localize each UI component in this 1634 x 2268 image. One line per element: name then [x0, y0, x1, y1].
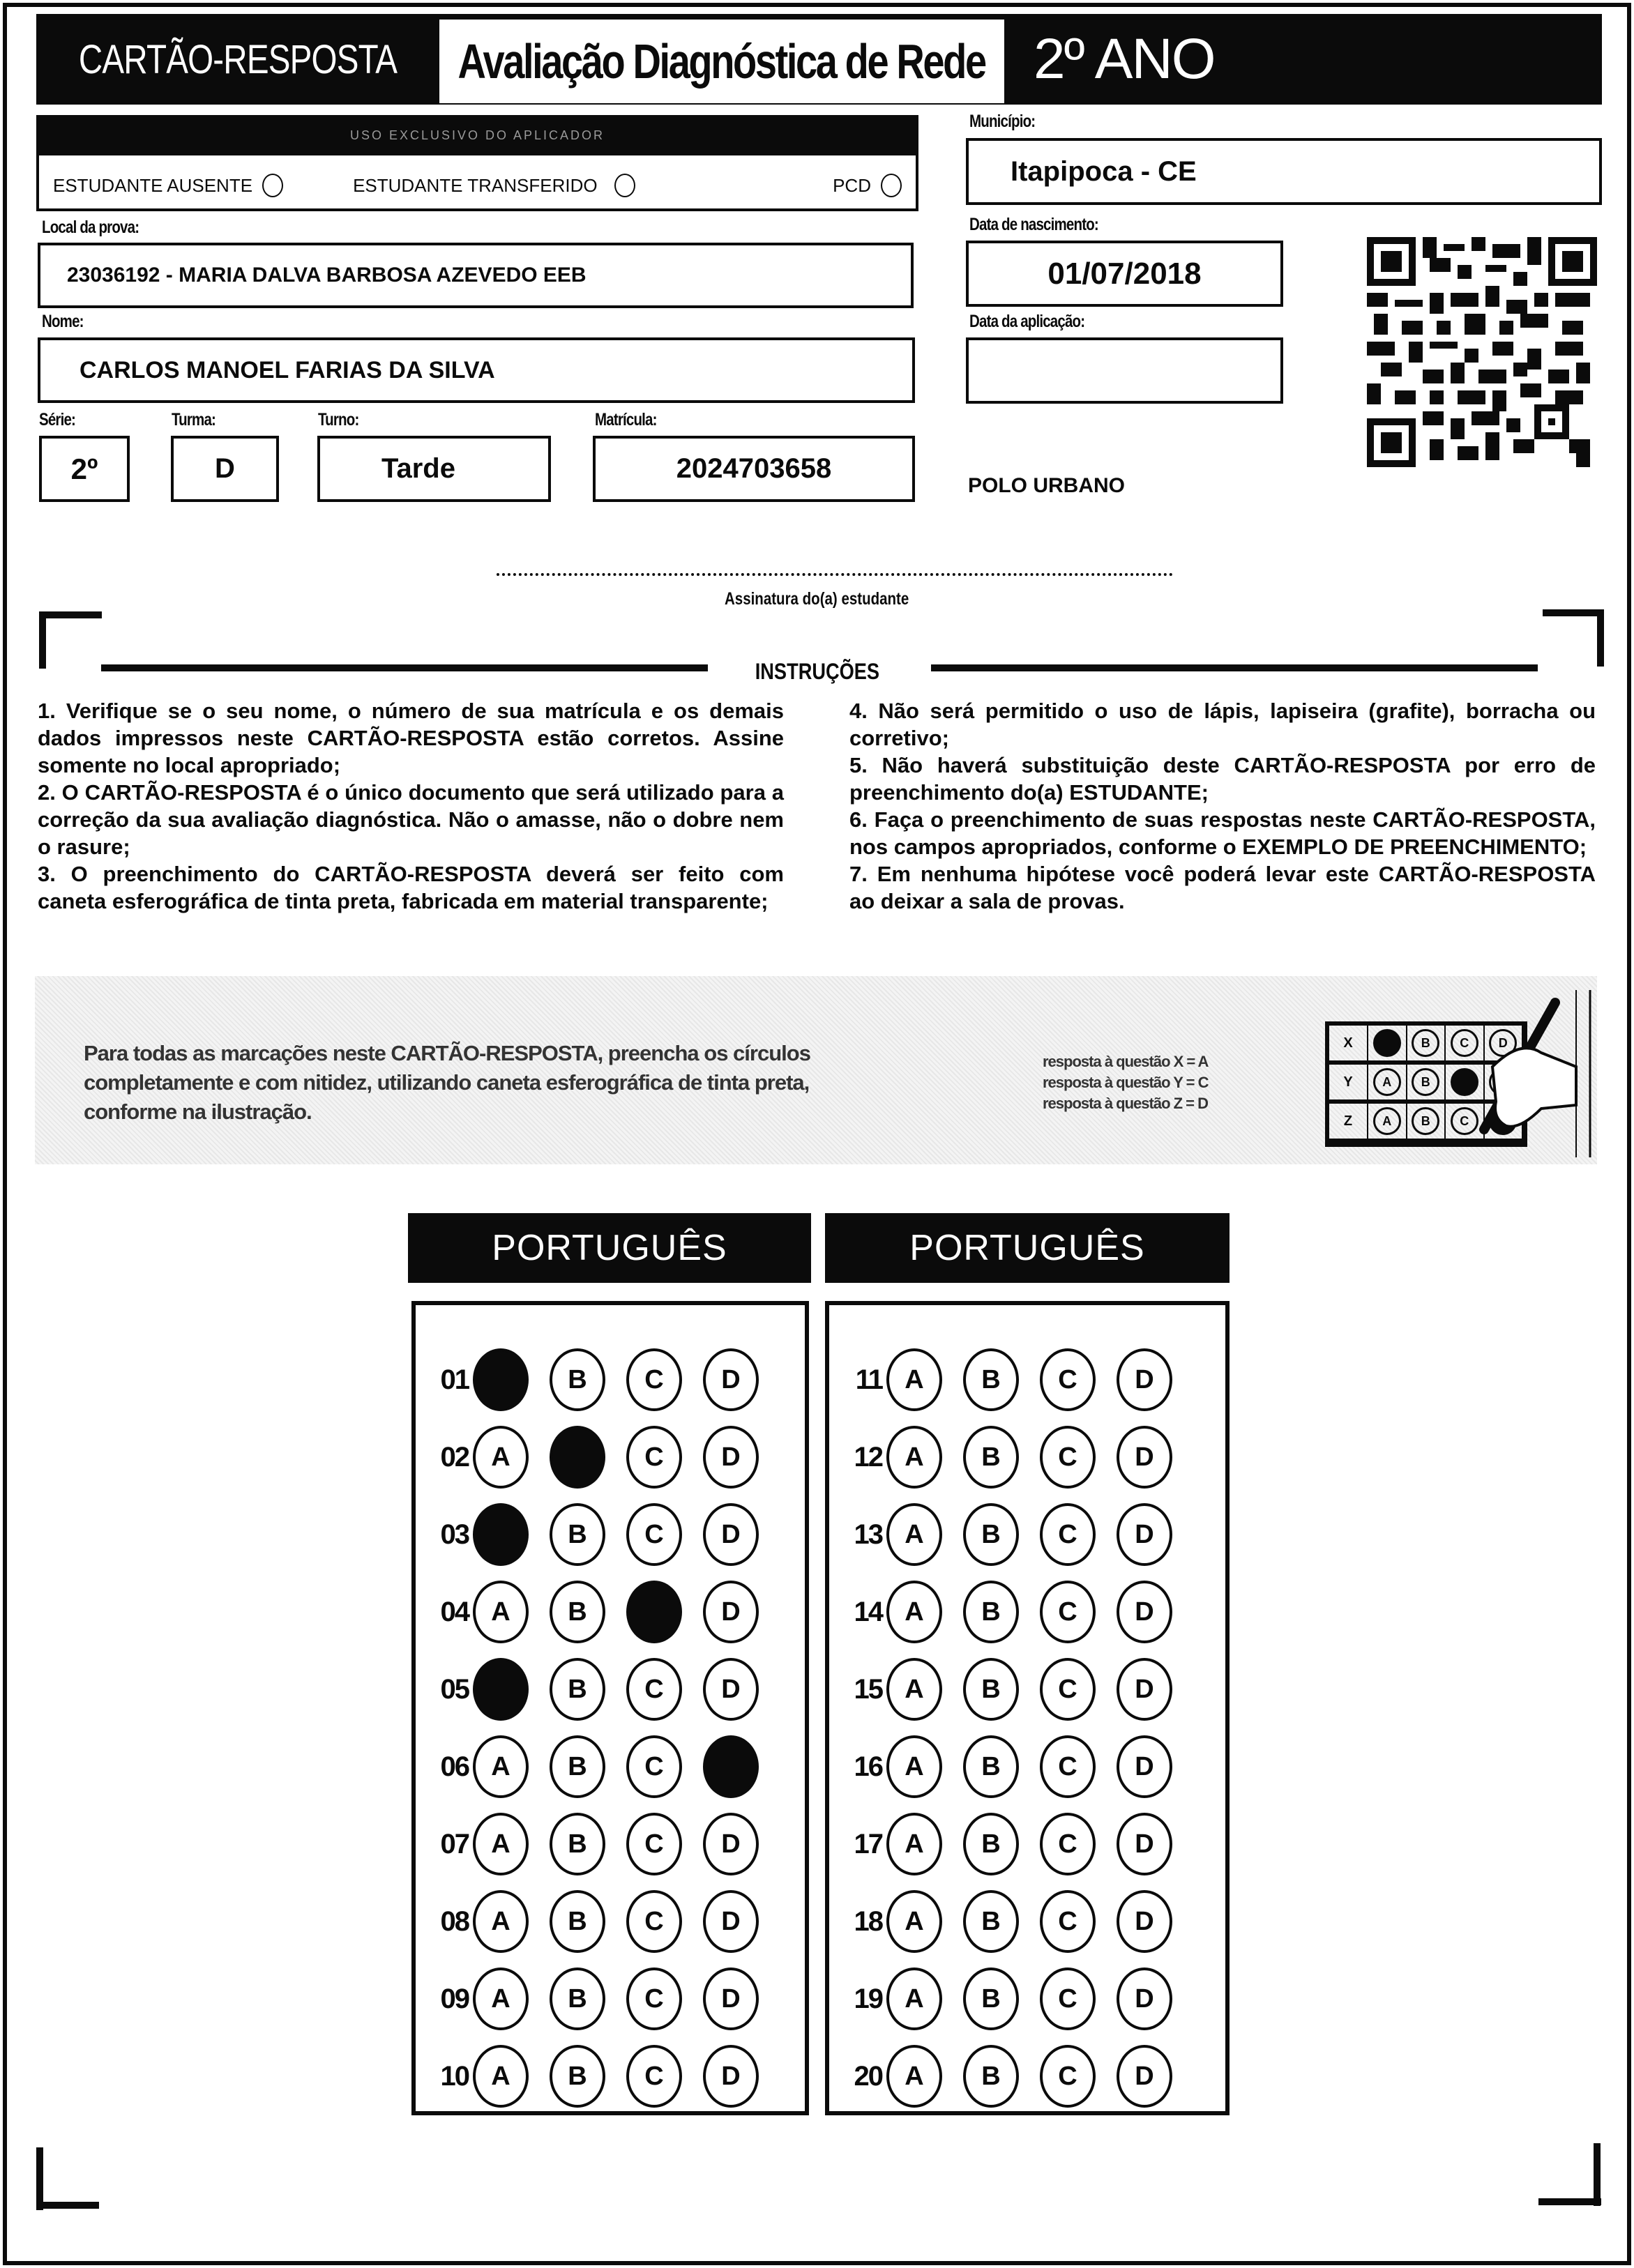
legend-x: resposta à questão X = A — [1043, 1053, 1209, 1070]
answer-bubble-d[interactable]: D — [1117, 1503, 1172, 1566]
serie-field — [39, 436, 130, 502]
answer-bubble-b[interactable] — [550, 1426, 605, 1489]
answer-bubble-b[interactable]: B — [550, 1735, 605, 1798]
answer-bubble-a[interactable]: A — [473, 1426, 529, 1489]
nascimento-label: Data de nascimento: — [969, 215, 1098, 234]
answer-bubble-b[interactable]: B — [550, 2045, 605, 2108]
answer-bubble-a[interactable]: A — [886, 2045, 942, 2108]
answer-bubble-a[interactable]: A — [473, 2045, 529, 2108]
answer-bubble-c[interactable]: C — [626, 1890, 682, 1953]
municipio-field — [966, 138, 1602, 205]
question-number: 10 — [440, 2060, 469, 2092]
answer-bubble-d[interactable]: D — [1117, 1581, 1172, 1643]
answer-bubble-b[interactable]: B — [963, 1735, 1019, 1798]
local-value: 23036192 - MARIA DALVA BARBOSA AZEVEDO EEB — [67, 264, 587, 287]
question-number: 06 — [440, 1751, 469, 1782]
answer-bubble-d[interactable]: D — [703, 1658, 759, 1721]
question-number: 01 — [440, 1364, 469, 1395]
answer-bubble-a[interactable] — [473, 1503, 529, 1566]
question-number: 11 — [855, 1364, 882, 1395]
question-row — [829, 1968, 1193, 2030]
nascimento-value: 01/07/2018 — [1047, 256, 1202, 291]
answer-bubble-b[interactable]: B — [963, 1581, 1019, 1643]
answer-bubble-d[interactable]: D — [703, 1890, 759, 1953]
exam-title: Avaliação Diagnóstica de Rede — [457, 34, 986, 89]
answer-bubble-a[interactable]: A — [473, 1813, 529, 1875]
answer-bubble-d[interactable]: D — [703, 2045, 759, 2108]
example-cell — [1407, 1104, 1446, 1143]
hand-pen-icon — [1465, 990, 1604, 1157]
option-absent-label: ESTUDANTE AUSENTE — [53, 174, 253, 196]
local-label: Local da prova: — [42, 218, 139, 237]
answer-bubble-d[interactable]: D — [1117, 1735, 1172, 1798]
turno-field — [317, 436, 551, 502]
corner-mark-bl-v — [36, 2147, 43, 2210]
answer-bubble-d[interactable] — [703, 1735, 759, 1798]
nome-label: Nome: — [42, 312, 84, 331]
answer-bubble-a[interactable] — [473, 1348, 529, 1411]
option-pcd[interactable] — [833, 174, 902, 197]
question-row — [416, 1581, 780, 1643]
question-row — [416, 1426, 780, 1489]
answer-bubble-c[interactable]: C — [1040, 1426, 1096, 1489]
corner-mark-bl — [36, 2202, 99, 2209]
example-bubble-d: D — [1489, 1029, 1517, 1057]
option-pcd-label: PCD — [833, 174, 871, 196]
applicator-bar: USO EXCLUSIVO DO APLICADOR — [36, 115, 918, 155]
instruction-3: 3. O preenchimento do CARTÃO-RESPOSTA deverá ser feito com caneta esferográfica de tinta preta, fabricada em material transparente; — [38, 862, 784, 913]
answer-bubble-b[interactable]: B — [963, 1813, 1019, 1875]
answer-bubble-a[interactable]: A — [886, 1348, 942, 1411]
applicator-options — [53, 174, 902, 197]
header-band — [36, 14, 1602, 105]
legend-z: resposta à questão Z = D — [1043, 1095, 1209, 1112]
example-question-label: Y — [1329, 1065, 1368, 1104]
question-row — [829, 1735, 1193, 1798]
question-number: 13 — [854, 1519, 882, 1550]
option-transferred[interactable] — [353, 174, 635, 197]
question-row — [829, 1348, 1193, 1411]
example-bubble-c: C — [1451, 1107, 1478, 1135]
question-number: 07 — [440, 1828, 469, 1859]
question-number: 14 — [854, 1596, 882, 1627]
example-question-label: X — [1329, 1026, 1368, 1065]
turma-field — [171, 436, 279, 502]
absent-radio[interactable] — [262, 174, 283, 197]
answer-bubble-d[interactable]: D — [703, 1426, 759, 1489]
exam-title-box — [439, 20, 1004, 103]
subject-header-1: PORTUGUÊS — [408, 1213, 811, 1283]
nascimento-field — [966, 241, 1283, 307]
question-row — [416, 1658, 780, 1721]
answer-bubble-c[interactable]: C — [1040, 1735, 1096, 1798]
matricula-field — [593, 436, 915, 502]
turno-label: Turno: — [318, 410, 359, 429]
answer-bubble-d[interactable]: D — [703, 1968, 759, 2030]
answer-bubble-c[interactable]: C — [1040, 1968, 1096, 2030]
answer-bubble-b[interactable]: B — [550, 1968, 605, 2030]
question-row — [829, 1813, 1193, 1875]
instructions-title: INSTRUÇÕES — [755, 659, 879, 684]
corner-mark-br — [1538, 2198, 1601, 2205]
aplicacao-label: Data da aplicação: — [969, 312, 1085, 331]
turno-value: Tarde — [381, 453, 455, 484]
question-row — [416, 1735, 780, 1798]
instructions-left — [38, 697, 784, 915]
example-bubble-a — [1373, 1029, 1401, 1057]
question-row — [416, 2045, 780, 2108]
question-number: 08 — [440, 1905, 469, 1937]
polo-label: POLO URBANO — [968, 474, 1125, 497]
answer-bubble-b[interactable]: B — [963, 1890, 1019, 1953]
question-row — [829, 2045, 1193, 2108]
answer-bubble-c[interactable]: C — [626, 1968, 682, 2030]
answer-grid-1 — [411, 1301, 809, 2115]
fill-example-panel — [35, 976, 1597, 1164]
answer-bubble-c[interactable]: C — [1040, 1890, 1096, 1953]
answer-bubble-d[interactable]: D — [1117, 1348, 1172, 1411]
answer-bubble-c[interactable]: C — [626, 1658, 682, 1721]
question-row — [829, 1503, 1193, 1566]
answer-bubble-b[interactable]: B — [550, 1658, 605, 1721]
example-cell — [1368, 1026, 1407, 1065]
example-bubble-c: C — [1451, 1029, 1478, 1057]
example-bubble-b: B — [1412, 1068, 1439, 1096]
answer-bubble-b[interactable]: B — [550, 1581, 605, 1643]
answer-bubble-a[interactable]: A — [886, 1426, 942, 1489]
question-row — [416, 1968, 780, 2030]
aplicacao-field[interactable] — [966, 337, 1283, 404]
question-row — [829, 1658, 1193, 1721]
question-number: 19 — [854, 1983, 882, 2014]
question-number: 09 — [440, 1983, 469, 2014]
example-bubble-a: A — [1373, 1107, 1401, 1135]
instructions-right — [849, 697, 1596, 915]
answer-bubble-d[interactable]: D — [1117, 2045, 1172, 2108]
answer-bubble-c[interactable]: C — [626, 1813, 682, 1875]
pcd-radio[interactable] — [881, 174, 902, 197]
answer-bubble-c[interactable] — [626, 1581, 682, 1643]
instruction-1: 1. Verifique se o seu nome, o número de sua matrícula e os demais dados impressos neste CARTÃO-RESPOSTA estão corretos. Assine somente no local apropriado; — [38, 699, 784, 777]
signature-label: Assinatura do(a) estudante — [725, 589, 909, 609]
answer-bubble-d[interactable]: D — [703, 1503, 759, 1566]
municipio-label: Município: — [969, 112, 1036, 131]
answer-bubble-b[interactable]: B — [963, 1348, 1019, 1411]
answer-grid-2 — [825, 1301, 1230, 2115]
answer-bubble-a[interactable]: A — [886, 1503, 942, 1566]
answer-bubble-b[interactable]: B — [963, 1968, 1019, 2030]
answer-bubble-c[interactable]: C — [1040, 1503, 1096, 1566]
answer-bubble-a[interactable]: A — [886, 1890, 942, 1953]
turma-label: Turma: — [172, 410, 216, 429]
option-absent[interactable] — [53, 174, 283, 197]
answer-bubble-a[interactable]: A — [473, 1581, 529, 1643]
answer-bubble-c[interactable]: C — [1040, 1658, 1096, 1721]
answer-bubble-a[interactable]: A — [886, 1581, 942, 1643]
municipio-value: Itapipoca - CE — [1011, 155, 1197, 187]
answer-bubble-b[interactable]: B — [550, 1813, 605, 1875]
question-number: 17 — [854, 1828, 882, 1859]
nome-value: CARLOS MANOEL FARIAS DA SILVA — [80, 356, 495, 383]
example-cell — [1407, 1026, 1446, 1065]
answer-bubble-a[interactable]: A — [473, 1890, 529, 1953]
serie-label: Série: — [39, 410, 76, 429]
answer-bubble-d[interactable]: D — [703, 1581, 759, 1643]
matricula-value: 2024703658 — [676, 453, 832, 484]
instruction-7: 7. Em nenhuma hipótese você poderá levar este CARTÃO-RESPOSTA ao deixar a sala de provas. — [849, 862, 1596, 913]
answer-bubble-a[interactable] — [473, 1658, 529, 1721]
answer-bubble-c[interactable]: C — [626, 1348, 682, 1411]
corner-mark-tl — [39, 611, 102, 618]
answer-bubble-b[interactable]: B — [963, 1503, 1019, 1566]
answer-bubble-d[interactable]: D — [1117, 1426, 1172, 1489]
question-number: 20 — [854, 2060, 882, 2092]
question-row — [416, 1813, 780, 1875]
question-row — [829, 1890, 1193, 1953]
instruction-4: 4. Não será permitido o uso de lápis, lapiseira (grafite), borracha ou corretivo; — [849, 699, 1596, 750]
answer-bubble-d[interactable]: D — [1117, 1890, 1172, 1953]
instruction-6: 6. Faça o preenchimento de suas respostas neste CARTÃO-RESPOSTA, nos campos apropriados, conforme o EXEMPLO DE PREENCHIMENTO; — [849, 807, 1596, 859]
answer-bubble-c[interactable]: C — [626, 1503, 682, 1566]
answer-bubble-b[interactable]: B — [550, 1890, 605, 1953]
answer-bubble-c[interactable]: C — [1040, 1348, 1096, 1411]
answer-bubble-d[interactable]: D — [1117, 1968, 1172, 2030]
example-question-label: Z — [1329, 1104, 1368, 1143]
answer-bubble-b[interactable]: B — [550, 1348, 605, 1411]
fill-example-text: Para todas as marcações neste CARTÃO-RESPOSTA, preencha os círculos completamente e com nitidez, utilizando caneta esferográfica de tinta preta, conforme na ilustração. — [84, 1041, 810, 1124]
answer-bubble-a[interactable]: A — [473, 1968, 529, 2030]
question-number: 16 — [854, 1751, 882, 1782]
example-bubble-b: B — [1412, 1107, 1439, 1135]
example-cell — [1407, 1065, 1446, 1104]
instruction-5: 5. Não haverá substituição deste CARTÃO-RESPOSTA por erro de preenchimento do(a) ESTUDANTE; — [849, 753, 1596, 805]
question-row — [829, 1426, 1193, 1489]
question-number: 05 — [440, 1673, 469, 1705]
instruction-2: 2. O CARTÃO-RESPOSTA é o único documento que será utilizado para a correção da sua avaliação diagnóstica. Não o amasse, não o dobre nem o rasure; — [38, 780, 784, 859]
example-bubble-a: A — [1373, 1068, 1401, 1096]
answer-bubble-c[interactable]: C — [626, 2045, 682, 2108]
card-title: CARTÃO-RESPOSTA — [78, 36, 398, 82]
applicator-box — [36, 115, 918, 211]
matricula-label: Matrícula: — [595, 410, 657, 429]
grade-title: 2º ANO — [1034, 27, 1215, 91]
nome-field — [38, 337, 915, 403]
fill-example-legend — [1043, 1051, 1208, 1114]
example-bubble-b: B — [1412, 1029, 1439, 1057]
answer-bubble-c[interactable]: C — [1040, 1813, 1096, 1875]
corner-mark-tr-v — [1597, 609, 1604, 667]
turma-value: D — [215, 453, 235, 484]
answer-bubble-d[interactable]: D — [1117, 1658, 1172, 1721]
answer-bubble-c[interactable]: C — [626, 1426, 682, 1489]
question-row — [416, 1348, 780, 1411]
question-number: 02 — [440, 1441, 469, 1472]
example-cell — [1368, 1065, 1407, 1104]
answer-bubble-a[interactable]: A — [886, 1813, 942, 1875]
answer-bubble-c[interactable]: C — [626, 1735, 682, 1798]
answer-bubble-a[interactable]: A — [886, 1968, 942, 2030]
question-number: 15 — [854, 1673, 882, 1705]
question-row — [416, 1890, 780, 1953]
corner-mark-tr — [1543, 609, 1604, 616]
subject-header-2: PORTUGUÊS — [825, 1213, 1230, 1283]
answer-bubble-b[interactable]: B — [550, 1503, 605, 1566]
answer-bubble-c[interactable]: C — [1040, 2045, 1096, 2108]
answer-bubble-b[interactable]: B — [963, 2045, 1019, 2108]
question-number: 03 — [440, 1519, 469, 1550]
answer-bubble-a[interactable]: A — [886, 1658, 942, 1721]
example-cell — [1368, 1104, 1407, 1143]
answer-bubble-b[interactable]: B — [963, 1426, 1019, 1489]
corner-mark-br-v — [1594, 2143, 1601, 2206]
serie-value: 2º — [70, 452, 98, 485]
answer-bubble-b[interactable]: B — [963, 1658, 1019, 1721]
qr-code-icon — [1367, 237, 1597, 467]
question-number: 04 — [440, 1596, 469, 1627]
question-row — [416, 1503, 780, 1566]
answer-bubble-d[interactable]: D — [703, 1348, 759, 1411]
transferred-radio[interactable] — [614, 174, 635, 197]
local-field — [38, 243, 914, 308]
answer-bubble-a[interactable]: A — [473, 1735, 529, 1798]
answer-bubble-d[interactable]: D — [703, 1813, 759, 1875]
answer-bubble-c[interactable]: C — [1040, 1581, 1096, 1643]
answer-bubble-d[interactable]: D — [1117, 1813, 1172, 1875]
question-row — [829, 1581, 1193, 1643]
question-number: 12 — [854, 1441, 882, 1472]
question-number: 18 — [854, 1905, 882, 1937]
signature-line[interactable] — [497, 573, 1173, 576]
legend-y: resposta à questão Y = C — [1043, 1074, 1209, 1091]
instructions-rule-right — [931, 664, 1538, 671]
option-transferred-label: ESTUDANTE TRANSFERIDO — [353, 174, 598, 196]
answer-bubble-a[interactable]: A — [886, 1735, 942, 1798]
